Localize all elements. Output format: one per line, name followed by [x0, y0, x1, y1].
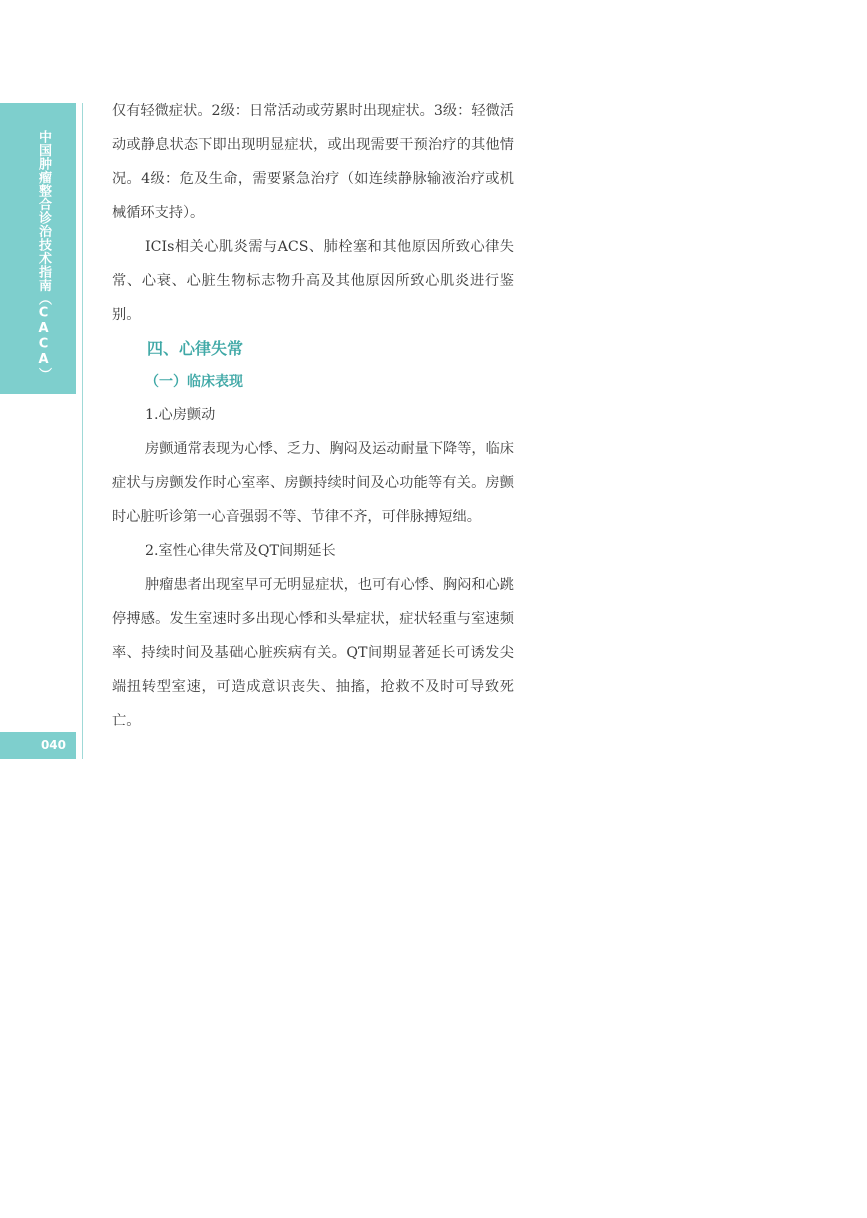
paragraph-grade-levels: 仅有轻微症状。2级：日常活动或劳累时出现症状。3级：轻微活动或静息状态下即出现明显症状，或出现需要干预治疗的其他情况。4级：危及生命，需要紧急治疗（如连续静脉输液治疗或机械循环支持）。: [112, 103, 514, 221]
paragraph-ventricular-arrhythmia: 肿瘤患者出现室早可无明显症状，也可有心悸、胸闷和心跳停搏感。发生室速时多出现心悸和头晕症状，症状轻重与室速频率、持续时间及基础心脏疾病有关。QT间期显著延长可诱发尖端扭转型室速，可造成意识丧失、抽搐，抢救不及时可导致死亡。: [112, 577, 514, 729]
paragraph-differential-diagnosis: ICIs相关心肌炎需与ACS、肺栓塞和其他原因所致心律失常、心衰、心脏生物标志物升高及其他原因所致心肌炎进行鉴别。: [112, 239, 514, 323]
main-text: [112, 94, 514, 738]
paragraph-atrial-fibrillation: 房颤通常表现为心悸、乏力、胸闷及运动耐量下降等，临床症状与房颤发作时心室率、房颤持续时间及心功能等有关。房颤时心脏听诊第一心音强弱不等、节律不齐，可伴脉搏短绌。: [112, 441, 514, 525]
subsection-heading: （一）临床表现: [145, 374, 243, 390]
item-heading-ventricular-arrhythmia: 2.室性心律失常及QT间期延长: [145, 543, 336, 559]
book-title: 中国肿瘤整合诊治技术指南（CACA）: [36, 130, 51, 381]
margin-divider: [82, 103, 83, 759]
page-number: 040: [40, 738, 66, 752]
item-heading-atrial-fibrillation: 1.心房颤动: [145, 407, 216, 423]
section-heading: 四、心律失常: [147, 339, 244, 358]
